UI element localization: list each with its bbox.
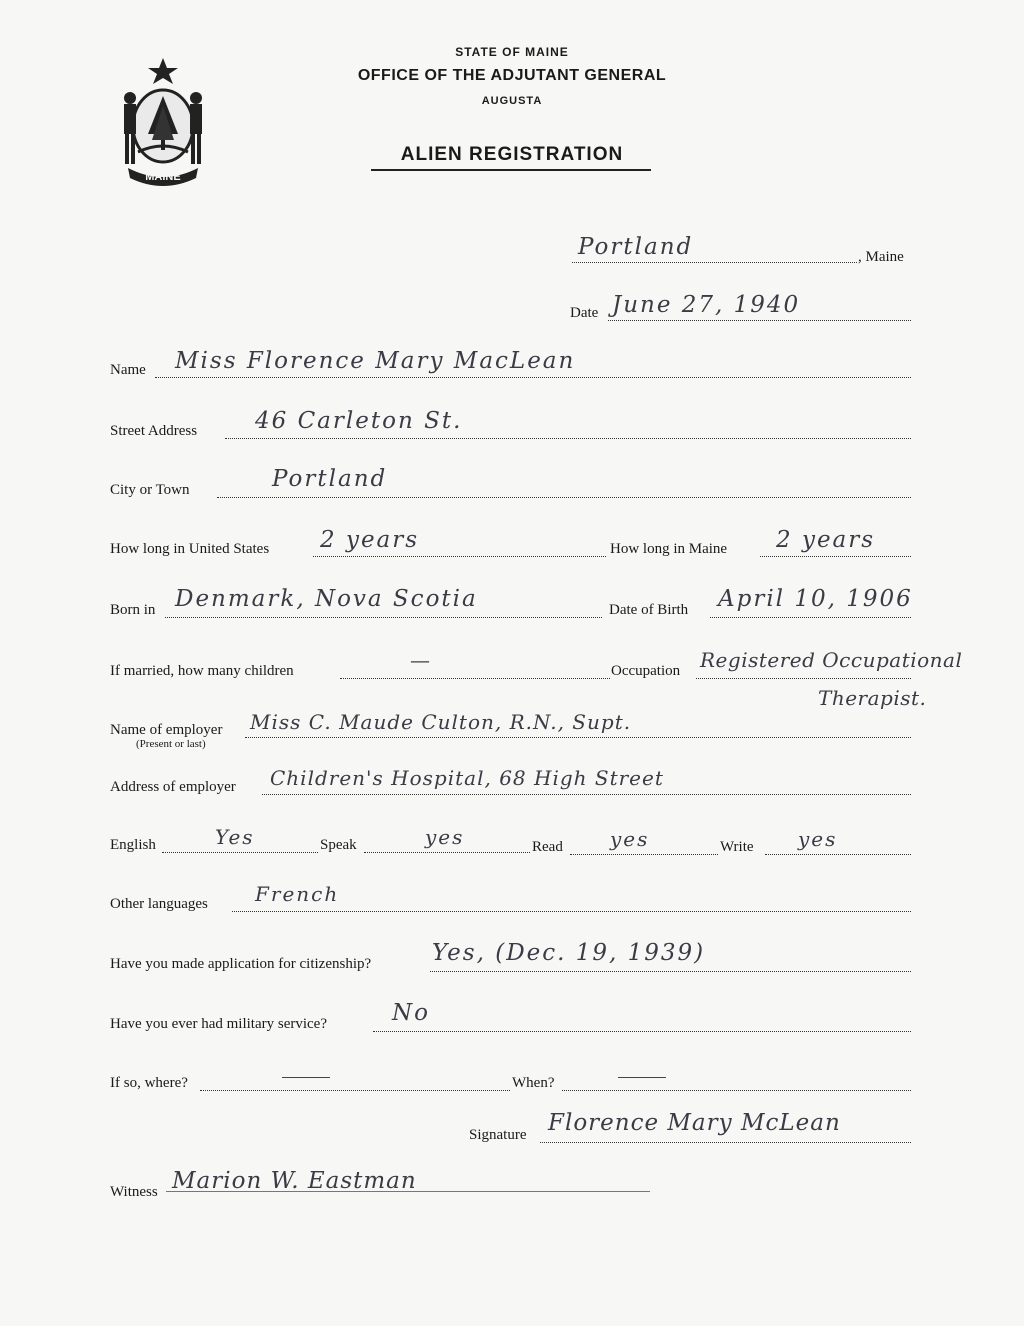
city-or-town-value: Portland (272, 466, 388, 492)
military-value: No (392, 1000, 430, 1026)
how-long-maine-label: How long in Maine (610, 541, 728, 557)
date-of-birth-label: Date of Birth (609, 602, 689, 618)
date-of-birth-line (710, 617, 911, 618)
write-line (765, 854, 911, 855)
born-in-value: Denmark, Nova Scotia (175, 586, 478, 612)
form-title: ALIEN REGISTRATION (400, 144, 624, 165)
date-value: June 27, 1940 (612, 292, 801, 318)
name-line (155, 377, 911, 378)
when-value (618, 1077, 666, 1078)
place-value: Portland (578, 234, 694, 260)
where-label: If so, where? (110, 1075, 188, 1091)
street-address-label: Street Address (110, 423, 198, 439)
signature-value: Florence Mary McLean (548, 1110, 841, 1136)
military-label: Have you ever had military service? (110, 1016, 327, 1032)
children-label: If married, how many children (110, 663, 294, 679)
occupation-value-line1: Registered Occupational (700, 648, 963, 672)
employer-name-value: Miss C. Maude Culton, R.N., Supt. (250, 710, 632, 734)
citizenship-value: Yes, (Dec. 19, 1939) (432, 940, 706, 966)
write-label: Write (720, 839, 754, 855)
read-line (570, 854, 718, 855)
born-in-label: Born in (110, 602, 156, 618)
occupation-label: Occupation (611, 663, 681, 679)
employer-address-label: Address of employer (110, 779, 236, 795)
how-long-maine-line (760, 556, 911, 557)
witness-value: Marion W. Eastman (172, 1168, 417, 1194)
military-line (373, 1031, 911, 1032)
employer-address-line (262, 794, 911, 795)
english-label: English (110, 837, 156, 853)
employer-name-label: Name of employer (110, 722, 223, 738)
born-in-line (165, 617, 602, 618)
city-heading: AUGUSTA (481, 95, 543, 107)
how-long-maine-value: 2 years (776, 527, 876, 553)
citizenship-line (430, 971, 911, 972)
occupation-value-line2: Therapist. (818, 686, 927, 710)
employer-address-value: Children's Hospital, 68 High Street (270, 766, 664, 790)
date-line (608, 320, 911, 321)
signature-label: Signature (469, 1127, 527, 1143)
where-line (200, 1090, 510, 1091)
other-languages-value: French (255, 882, 340, 906)
name-label: Name (110, 362, 146, 378)
date-label: Date (570, 305, 599, 321)
write-value: yes (798, 827, 838, 851)
when-line (562, 1090, 911, 1091)
other-languages-line (232, 911, 911, 912)
state-suffix-label: , Maine (858, 249, 904, 265)
how-long-us-value: 2 years (320, 527, 420, 553)
read-label: Read (532, 839, 563, 855)
occupation-line (696, 678, 911, 679)
other-languages-label: Other languages (110, 896, 208, 912)
signature-line (540, 1142, 911, 1143)
english-line (162, 852, 318, 853)
place-line (572, 262, 857, 263)
employer-name-note: (Present or last) (136, 738, 206, 750)
read-value: yes (610, 827, 650, 851)
where-value (282, 1077, 330, 1078)
date-of-birth-value: April 10, 1906 (718, 586, 913, 612)
city-or-town-label: City or Town (110, 482, 190, 498)
witness-label: Witness (110, 1184, 158, 1200)
children-line (340, 678, 610, 679)
employer-name-line (245, 737, 911, 738)
speak-line (364, 852, 530, 853)
citizenship-label: Have you made application for citizenship? (110, 956, 372, 972)
english-value: Yes (215, 825, 255, 849)
children-value: — (410, 648, 432, 672)
title-underline (371, 169, 651, 171)
street-address-line (225, 438, 911, 439)
speak-label: Speak (320, 837, 357, 853)
street-address-value: 46 Carleton St. (255, 408, 463, 434)
when-label: When? (512, 1075, 555, 1091)
how-long-us-line (313, 556, 606, 557)
city-or-town-line (217, 497, 911, 498)
state-heading: STATE OF MAINE (455, 45, 569, 59)
office-heading: OFFICE OF THE ADJUTANT GENERAL (357, 67, 667, 84)
name-value: Miss Florence Mary MacLean (175, 348, 576, 374)
svg-text:MAINE: MAINE (145, 171, 181, 183)
how-long-us-label: How long in United States (110, 541, 270, 557)
speak-value: yes (425, 825, 465, 849)
